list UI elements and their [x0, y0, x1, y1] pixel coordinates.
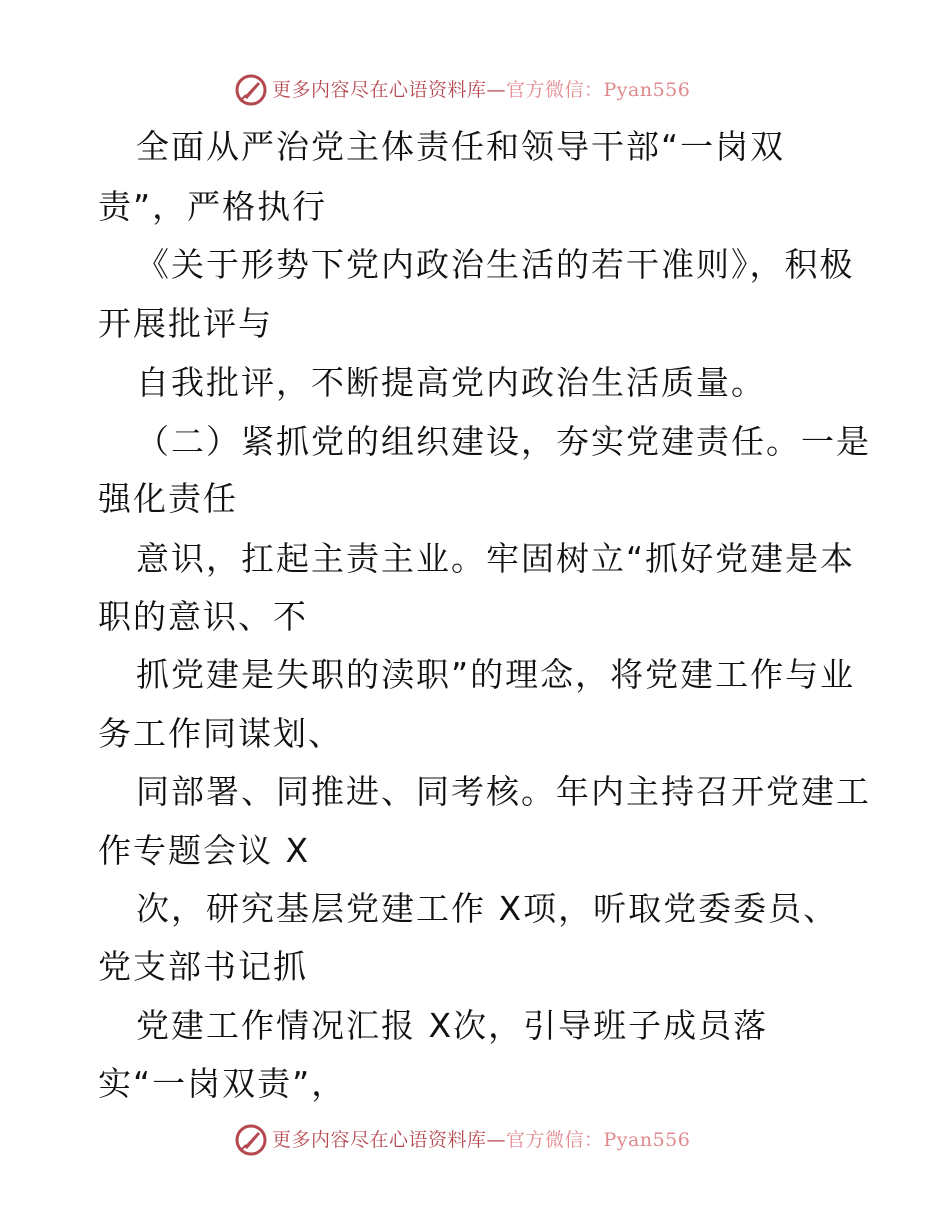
body-line-10: 抓党建是失职的渎职”的理念，将党建工作与业 [136, 655, 856, 694]
footer-banner-main: 更多内容尽在心语资料库 [272, 1129, 487, 1151]
header-banner-text [272, 78, 690, 102]
body-line-17: 实“一岗双责”， [98, 1064, 347, 1103]
body-line-12: 同部署、同推进、同考核。年内主持召开党建工 [136, 772, 871, 811]
body-line-16: 党建工作情况汇报 X次，引导班子成员落 [136, 1006, 769, 1045]
body-line-5: 自我批评，不断提高党内政治生活质量。 [136, 363, 766, 402]
body-line-14: 次，研究基层党建工作 X项，听取党委委员、 [136, 889, 839, 928]
quill-logo-icon [234, 73, 268, 107]
header-banner-main: 更多内容尽在心语资料库 [272, 79, 487, 101]
body-line-8: 意识，扛起主责主业。牢固树立“抓好党建是本 [136, 539, 856, 578]
body-line-11: 务工作同谋划、 [98, 714, 343, 753]
body-line-15: 党支部书记抓 [98, 947, 308, 986]
footer-banner [0, 1122, 950, 1158]
body-line-1: 全面从严治党主体责任和领导干部“一岗双 [136, 127, 786, 166]
body-line-13: 作专题会议 X [98, 831, 311, 870]
header-banner [0, 72, 950, 108]
footer-banner-dash: — [486, 1129, 507, 1151]
body-line-6: （二）紧抓党的组织建设，夯实党建责任。一是 [136, 422, 871, 461]
quill-logo-icon [234, 1123, 268, 1157]
body-line-4: 开展批评与 [98, 304, 273, 343]
body-line-7: 强化责任 [98, 479, 238, 518]
footer-banner-wechat: 官方微信：Pyan556 [506, 1129, 691, 1151]
header-banner-dash: — [486, 79, 507, 101]
body-line-2: 责”，严格执行 [98, 187, 328, 226]
body-line-3: 《关于形势下党内政治生活的若干准则》，积极 [136, 245, 855, 284]
body-line-9: 职的意识、不 [98, 597, 308, 636]
header-banner-wechat: 官方微信：Pyan556 [506, 79, 691, 101]
footer-banner-text [272, 1128, 690, 1152]
